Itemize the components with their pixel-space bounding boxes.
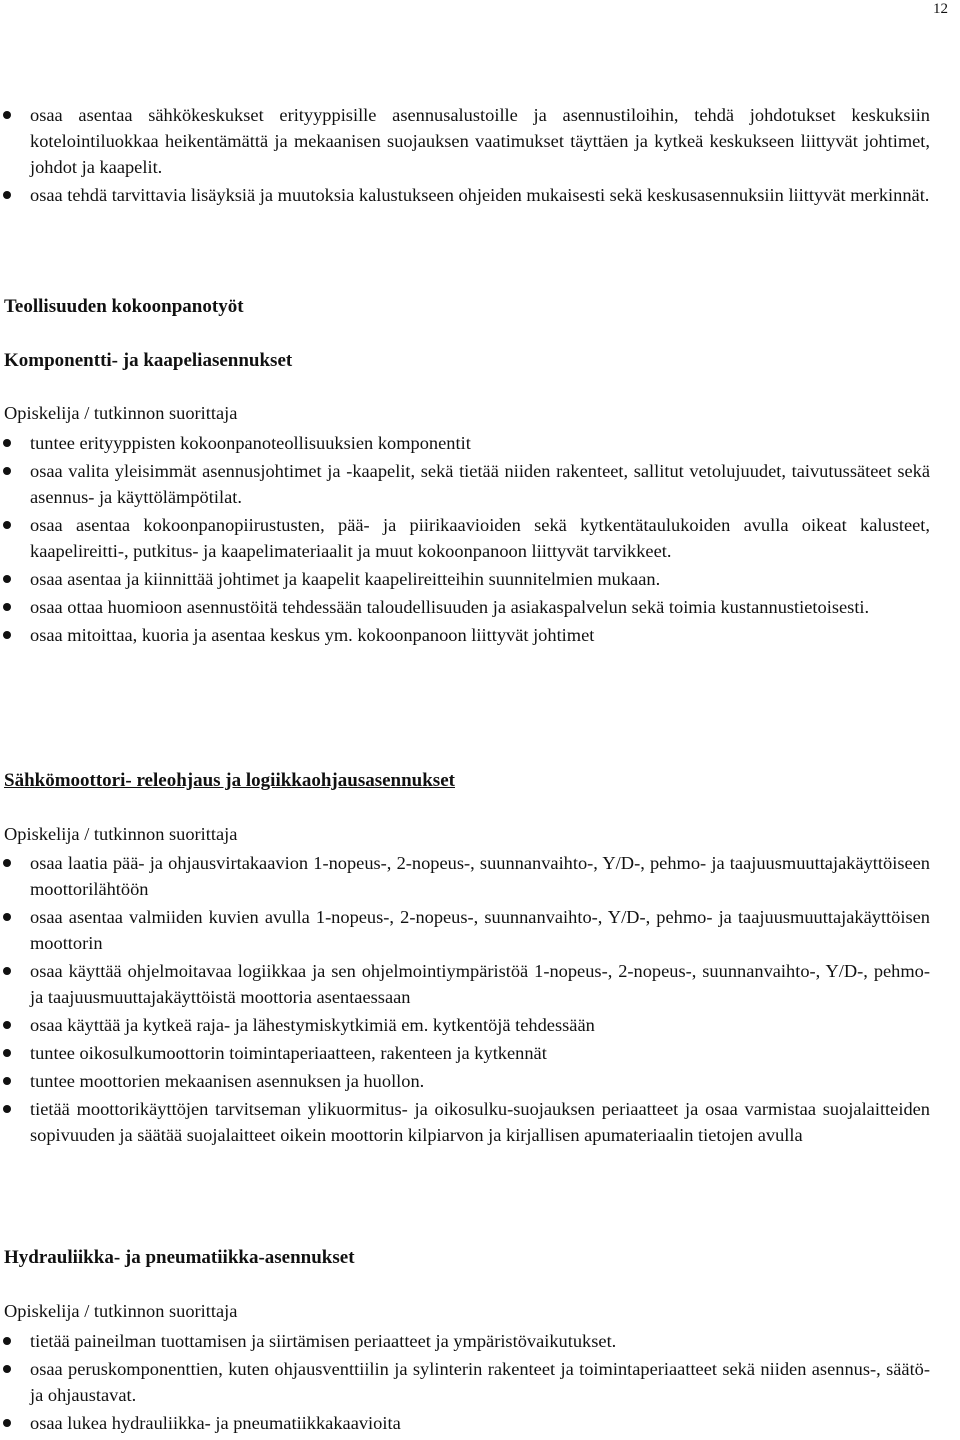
bullet-icon: [3, 439, 11, 447]
list-item: osaa asentaa sähkökeskukset erityyppisille asennusalustoille ja asennustiloihin, tehdä johdotukset keskuksiin kotelointiluokkaa heikentämättä ja mekaanisen suojauksen vaatimukset täyttäen ja kytkeä keskukseen liittyvät johtimet, johdot ja kaapelit.: [0, 102, 960, 180]
list-item: osaa käyttää ohjelmoitavaa logiikkaa ja sen ohjelmointiympäristöä 1-nopeus-, 2-nopeus-, suunnanvaihto-, Y/D-, pehmo- ja taajuusmuuttajakäyttöistä moottoria asentaessaan: [0, 958, 960, 1010]
bullet-icon: [3, 1419, 11, 1427]
bullet-icon: [3, 1337, 11, 1345]
list-item: osaa asentaa kokoonpanopiirustusten, pää- ja piirikaavioiden sekä kytkentätaulukoiden avulla oikeat kalusteet, kaapelireitti-, putkitus- ja kaapelimateriaalit ja muut kokoonpanoon liittyvät tarvikkeet.: [0, 512, 960, 564]
list-item: tuntee moottorien mekaanisen asennuksen ja huollon.: [0, 1068, 960, 1094]
role-label: Opiskelija / tutkinnon suorittaja: [4, 824, 238, 844]
intro-list: [0, 102, 960, 210]
bullet-icon: [3, 603, 11, 611]
bullet-icon: [3, 859, 11, 867]
section-title: Sähkömoottori- releohjaus ja logiikkaohjausasennukset: [4, 770, 455, 791]
page-number: 12: [933, 1, 948, 17]
section-title: Hydrauliikka- ja pneumatiikka-asennukset: [4, 1247, 355, 1268]
bullet-icon: [3, 913, 11, 921]
bullet-icon: [3, 1077, 11, 1085]
section2-list: [0, 850, 960, 1150]
bullet-icon: [3, 1105, 11, 1113]
bullet-icon: [3, 111, 11, 119]
list-item: tuntee erityyppisten kokoonpanoteollisuuksien komponentit: [0, 430, 960, 456]
bullet-icon: [3, 1049, 11, 1057]
bullet-icon: [3, 1365, 11, 1373]
section3-list: [0, 1328, 960, 1438]
list-item: tietää paineilman tuottamisen ja siirtämisen periaatteet ja ympäristövaikutukset.: [0, 1328, 960, 1354]
bullet-icon: [3, 521, 11, 529]
section-title: Teollisuuden kokoonpanotyöt: [4, 296, 244, 317]
list-item: tuntee oikosulkumoottorin toimintaperiaatteen, rakenteen ja kytkennät: [0, 1040, 960, 1066]
bullet-icon: [3, 191, 11, 199]
list-item: osaa lukea hydrauliikka- ja pneumatiikkakaavioita: [0, 1410, 960, 1436]
role-label: Opiskelija / tutkinnon suorittaja: [4, 403, 238, 423]
role-label: Opiskelija / tutkinnon suorittaja: [4, 1301, 238, 1321]
section-subtitle: Komponentti- ja kaapeliasennukset: [4, 350, 293, 371]
list-item: osaa peruskomponenttien, kuten ohjausventtiilin ja sylinterin rakenteet ja toimintaperiaatteet sekä niiden asennus-, säätö- ja ohjaustavat.: [0, 1356, 960, 1408]
list-item: osaa laatia pää- ja ohjausvirtakaavion 1-nopeus-, 2-nopeus-, suunnanvaihto-, Y/D-, pehmo- ja taajuusmuuttajakäyttöiseen moottorilähtöön: [0, 850, 960, 902]
list-item: osaa tehdä tarvittavia lisäyksiä ja muutoksia kalustukseen ohjeiden mukaisesti sekä keskusasennuksiin liittyvät merkinnät.: [0, 182, 960, 208]
list-item: osaa käyttää ja kytkeä raja- ja lähestymiskytkimiä em. kytkentöjä tehdessään: [0, 1012, 960, 1038]
list-item: osaa asentaa valmiiden kuvien avulla 1-nopeus-, 2-nopeus-, suunnanvaihto-, Y/D-, pehmo- ja taajuusmuuttajakäyttöisen moottorin: [0, 904, 960, 956]
bullet-icon: [3, 967, 11, 975]
list-item: osaa valita yleisimmät asennusjohtimet ja -kaapelit, sekä tietää niiden rakenteet, sallitut vetolujuudet, taivutussäteet sekä asennus- ja käyttölämpötilat.: [0, 458, 960, 510]
section1-list: [0, 430, 960, 650]
list-item: osaa mitoittaa, kuoria ja asentaa keskus ym. kokoonpanoon liittyvät johtimet: [0, 622, 960, 648]
bullet-icon: [3, 1021, 11, 1029]
list-item: tietää moottorikäyttöjen tarvitseman ylikuormitus- ja oikosulku-suojauksen periaatteet ja osaa varmistaa suojalaitteiden sopivuuden ja säätää suojalaitteet oikein moottorin kilpiarvon ja kirjallisen apumateriaalin tietojen avulla: [0, 1096, 960, 1148]
list-item: osaa ottaa huomioon asennustöitä tehdessään taloudellisuuden ja asiakaspalvelun sekä toimia kustannustietoisesti.: [0, 594, 960, 620]
bullet-icon: [3, 631, 11, 639]
bullet-icon: [3, 575, 11, 583]
list-item: osaa asentaa ja kiinnittää johtimet ja kaapelit kaapelireitteihin suunnitelmien mukaan.: [0, 566, 960, 592]
bullet-icon: [3, 467, 11, 475]
